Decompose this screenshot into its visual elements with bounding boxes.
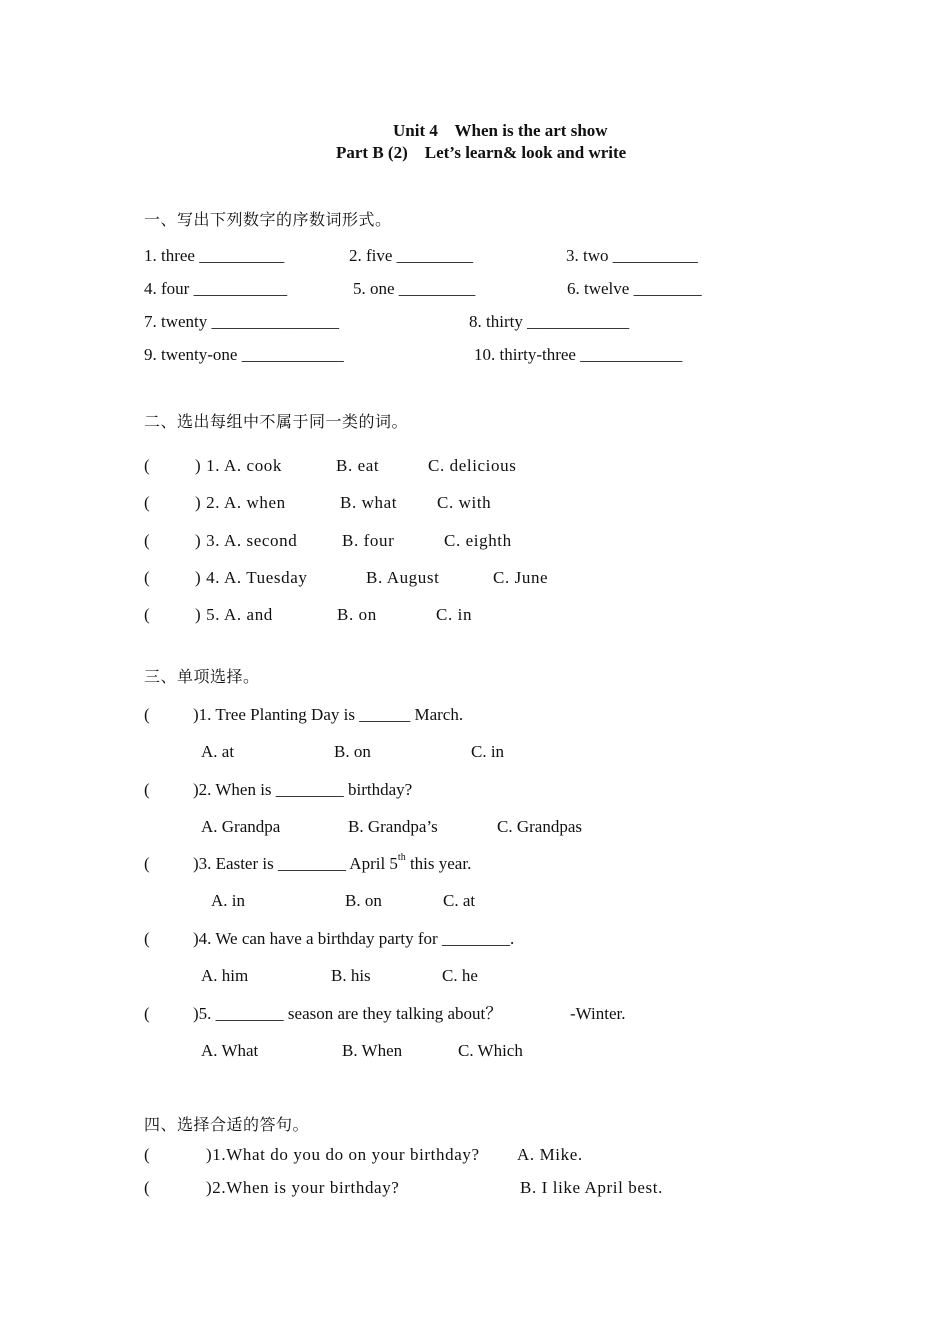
section1-heading: 一、写出下列数字的序数词形式。 xyxy=(144,210,392,229)
s1-item: 4. four ___________ xyxy=(144,279,288,298)
s4-bracket: ( xyxy=(144,1178,151,1197)
s3-option-a: A. him xyxy=(201,966,249,985)
s3-bracket: ( xyxy=(144,705,150,724)
s3-question: )2. When is ________ birthday? xyxy=(193,780,413,799)
s3-question: )1. Tree Planting Day is ______ March. xyxy=(193,705,464,724)
s3-option-a: A. at xyxy=(201,742,235,761)
s2-option-b: B. August xyxy=(366,568,440,587)
section4-heading: 四、选择合适的答句。 xyxy=(144,1115,310,1134)
s2-option-a: ) 4. A. Tuesday xyxy=(195,568,308,587)
s3-answer-hint: -Winter. xyxy=(570,1004,626,1023)
s4-question: )1.What do you do on your birthday? xyxy=(206,1145,480,1164)
s2-bracket: ( xyxy=(144,493,151,512)
s3-option-a: A. in xyxy=(211,891,245,910)
s3-option-b: B. his xyxy=(331,966,371,985)
s3-option-c: C. Which xyxy=(458,1041,523,1060)
s1-item: 8. thirty ____________ xyxy=(469,312,630,331)
s3-question xyxy=(193,854,471,874)
section2-heading: 二、选出每组中不属于同一类的词。 xyxy=(144,412,409,431)
s2-option-c: C. delicious xyxy=(428,456,517,475)
title-line2: Part B (2) Let’s learn& look and write xyxy=(336,143,627,162)
s3-question: )4. We can have a birthday party for ________. xyxy=(193,929,515,948)
title-line1: Unit 4 When is the art show xyxy=(393,121,608,140)
s3-option-c: C. he xyxy=(442,966,478,985)
s4-question: )2.When is your birthday? xyxy=(206,1178,400,1197)
s2-option-c: C. in xyxy=(436,605,473,624)
s2-option-a: ) 5. A. and xyxy=(195,605,273,624)
s1-item: 9. twenty-one ____________ xyxy=(144,345,344,364)
s2-bracket: ( xyxy=(144,605,151,624)
s3-option-c: C. at xyxy=(443,891,476,910)
s2-option-c: C. June xyxy=(493,568,549,587)
s3-bracket: ( xyxy=(144,929,150,948)
section3-heading: 三、单项选择。 xyxy=(144,667,260,686)
s3-bracket: ( xyxy=(144,1004,150,1023)
s2-option-a: ) 3. A. second xyxy=(195,531,298,550)
s4-bracket: ( xyxy=(144,1145,151,1164)
s3-option-b: B. on xyxy=(334,742,371,761)
s3-question: )5. ________ season are they talking about？ xyxy=(193,1004,503,1023)
s3-bracket: ( xyxy=(144,854,150,873)
s3-option-c: C. in xyxy=(471,742,505,761)
s1-item: 5. one _________ xyxy=(353,279,476,298)
s2-option-a: ) 2. A. when xyxy=(195,493,286,512)
s2-option-b: B. eat xyxy=(336,456,380,475)
s1-item: 6. twelve ________ xyxy=(567,279,702,298)
s3-question-sup: th xyxy=(397,852,406,864)
s3-option-b: B. Grandpa’s xyxy=(348,817,438,836)
s1-item: 1. three __________ xyxy=(144,246,285,265)
s1-item: 2. five _________ xyxy=(349,246,474,265)
s2-option-c: C. eighth xyxy=(444,531,512,550)
s3-option-c: C. Grandpas xyxy=(497,817,582,836)
s3-option-a: A. Grandpa xyxy=(201,817,281,836)
s2-bracket: ( xyxy=(144,456,151,475)
s2-option-b: B. on xyxy=(337,605,377,624)
s2-option-b: B. four xyxy=(342,531,395,550)
s2-option-a: ) 1. A. cook xyxy=(195,456,282,475)
s1-item: 7. twenty _______________ xyxy=(144,312,340,331)
s3-bracket: ( xyxy=(144,780,150,799)
s3-option-a: A. What xyxy=(201,1041,259,1060)
s2-bracket: ( xyxy=(144,531,151,550)
s1-item: 3. two __________ xyxy=(566,246,698,265)
s4-answer: B. I like April best. xyxy=(520,1178,663,1197)
s1-item: 10. thirty-three ____________ xyxy=(474,345,683,364)
s2-bracket: ( xyxy=(144,568,151,587)
s2-option-c: C. with xyxy=(437,493,492,512)
s3-question-post: this year. xyxy=(405,854,472,873)
s2-option-b: B. what xyxy=(340,493,398,512)
s4-answer: A. Mike. xyxy=(517,1145,583,1164)
s3-option-b: B. on xyxy=(345,891,382,910)
s3-question-pre: )3. Easter is ________ April 5 xyxy=(193,854,398,873)
s3-option-b: B. When xyxy=(342,1041,403,1060)
